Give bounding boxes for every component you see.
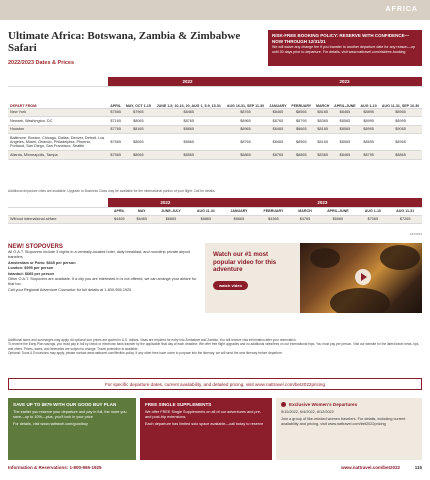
women-heading: Exclusive Women's Departures [289, 402, 358, 407]
column-header: AUG 1-10 [357, 207, 388, 215]
price-cell: $8065 [123, 117, 153, 126]
price-cell: $6865 [189, 215, 223, 223]
price-cell: $8665 [153, 125, 224, 134]
price-cell: $6865 [153, 215, 189, 223]
fine-print-paragraph: Optional: Tours & Excursions may apply, please contact www.nattravel.com/flexible-policy. If any other fees have come to purpose into the itinerary, we will send the new itinerary before departure. [8, 350, 283, 355]
column-header: AUG 16-31, SEP 11-30 [224, 86, 267, 108]
stopovers-intro: All O.A.T. Stopovers include 3 nights in a centrally-located hotel, daily breakfast, and roundtrip private airport transfers [8, 250, 190, 260]
year-spacer [8, 198, 108, 207]
price-cell: $8695 [358, 134, 379, 151]
page-title: Ultimate Africa: Botswana, Zambia & Zimbabwe Safari [8, 30, 241, 54]
price-cell: $8465 [332, 108, 359, 117]
price-cell: $4765 [292, 215, 319, 223]
price-cell: $8765 [224, 134, 267, 151]
column-header: JUNE 1-5, 10-16, 20, AUG 1, 5-9, 15-31 [153, 86, 224, 108]
price-cell: $8365 [314, 151, 332, 160]
city-cell: Baltimore, Boston, Chicago, Dallas, Denver, Detroit, Los Angeles, Miami, Orlando, Philadelphia, Phoenix, Portland, San Diego, San Francisco, Seattle [8, 134, 108, 151]
tree-silhouette [310, 248, 340, 268]
availability-bar[interactable]: For specific departure dates, current availability, and detailed pricing, visit www.nattravel.com/bet2022pricing [8, 378, 422, 390]
land-only-table [8, 198, 422, 224]
price-cell: $8795 [358, 151, 379, 160]
column-header: MARCH [314, 86, 332, 108]
column-header: AUG 11-31, SEP 10-30 [379, 86, 422, 108]
city-cell: Newark, Washington, DC [8, 117, 108, 126]
fine-print-paragraph: To receive the Early-Plan savings, you must pay in full by check or electronic bank transfer by the applicable final day of each deadline. We offer free flight upgrades and no additional rates/fees on our international trips. You must pay per person. Visit our website for the latest travel news, tips, and offers. Prices, dates, and itineraries are subject to change. Travel protection is available. [8, 342, 420, 351]
price-cell: $8965 [224, 125, 267, 134]
price-cell: $8565 [289, 108, 314, 117]
good-buy-details[interactable]: For details, visit www.nattravel.com/goodbuy [13, 422, 88, 426]
column-header: AUG 11-31 [189, 207, 223, 215]
depart-from-header: DEPART FROM: [8, 86, 108, 108]
city-cell: Atlanta, Minneapolis, Tampa [8, 151, 108, 160]
price-cell: $8565 [332, 134, 359, 151]
column-header: JUNE-JULY [153, 207, 189, 215]
price-cell: $8065 [123, 134, 153, 151]
year-header-2023: 2023 [267, 77, 422, 86]
video-textbox [205, 243, 300, 313]
year-spacer [8, 77, 108, 86]
column-header: MARCH [292, 207, 319, 215]
stopovers-heading: NEW! STOPOVERS [8, 244, 63, 250]
stopover-london: London: $995 per person [8, 266, 54, 271]
price-cell: $8565 [289, 134, 314, 151]
price-cell: $8165 [314, 125, 332, 134]
price-cell: $8465 [267, 134, 289, 151]
price-cell: $8765 [153, 117, 224, 126]
price-cell: $6465 [131, 215, 153, 223]
price-cell: $8165 [314, 108, 332, 117]
column-header: AUG 11-31 [388, 207, 422, 215]
price-cell: $7065 [357, 215, 388, 223]
price-cell: $8365 [314, 117, 332, 126]
price-cell: $8165 [314, 134, 332, 151]
price-cell: $8665 [289, 125, 314, 134]
city-cell: New York [8, 108, 108, 117]
price-cell: $8765 [267, 117, 289, 126]
single-note: Each departure has limited solo space available—call today to reserve [145, 422, 264, 426]
stopovers-other: Other O.A.T. Stopovers are available. If a city you are interested in is not offered, we can arrange your airfare for that too. [8, 277, 197, 287]
column-header: APRIL [108, 207, 131, 215]
price-cell: $8065 [123, 151, 153, 160]
fine-print-paragraph: Additional taxes and surcharges may apply. All optional tour prices are quoted in U.S. dollars. Visas are required for entry into Zimbabwe and Zambia. You will receive visa information after your reservation. [8, 338, 297, 342]
price-cell: $8765 [267, 151, 289, 160]
year-header-2023: 2023 [223, 198, 422, 207]
price-cell: $8465 [153, 108, 224, 117]
price-cell: $8565 [332, 117, 359, 126]
price-cell: $8465 [332, 151, 359, 160]
good-buy-box [8, 398, 136, 460]
price-cell: $7965 [123, 108, 153, 117]
ground-silhouette [330, 288, 390, 313]
promo-heading: RISK-FREE BOOKING POLICY: RESERVE WITH CONFIDENCE—NOW THROUGH 12/31/21 [272, 33, 410, 44]
price-table [8, 77, 422, 160]
column-header: AUG 1-10 [358, 86, 379, 108]
single-body: We offer FREE Single Supplements on all of our adventures and pre- and post-trip extensions. [145, 410, 262, 419]
price-cell: $8865 [289, 151, 314, 160]
stopover-istanbul: Istanbul: $685 per person [8, 271, 54, 276]
price-cell: $7565 [108, 151, 123, 160]
column-header: APRIL-JUNE [318, 207, 357, 215]
fine-print [8, 338, 422, 355]
womens-departures-box [276, 398, 422, 460]
price-cell: $4365 [255, 215, 291, 223]
price-cell: $6665 [223, 215, 256, 223]
price-cell: $7665 [108, 134, 123, 151]
footer [8, 465, 422, 470]
video-promo [205, 243, 422, 313]
price-cell: $8465 [267, 108, 289, 117]
price-cell: $8965 [379, 134, 422, 151]
footer-url[interactable]: www.nattravel.com/bet2022 [341, 465, 400, 470]
price-cell: $7565 [108, 108, 123, 117]
price-cell: $7165 [108, 117, 123, 126]
price-cell: $6665 [318, 215, 357, 223]
tree-silhouette [380, 245, 420, 270]
column-header: MAY, OCT 1-15 [123, 86, 153, 108]
column-header: JANUARY [267, 86, 289, 108]
price-cell: $8995 [358, 117, 379, 126]
risk-free-promo [268, 30, 422, 66]
price-cell: $8165 [123, 125, 153, 134]
top-banner [0, 0, 430, 20]
table-row [8, 215, 422, 223]
video-heading: Watch our #1 most popular video for this adventure [213, 251, 277, 273]
watch-video-button[interactable]: watch video [213, 281, 248, 290]
women-body[interactable]: Join a group of like-minded women travelers. For details, including current availability and pricing, visit www.nattravel.com/bet2022pricing [281, 417, 406, 426]
column-header: JANUARY [223, 207, 256, 215]
price-cell: $8765 [224, 108, 267, 117]
departure-note: Additional departure cities are available. Upgrade to Business Class may be available for the international portion of your flight. Call for details. [8, 189, 216, 193]
stopovers-call: Call your Regional Adventure Counselor for full details at 1-800-955-1925 [8, 287, 132, 292]
year-header-2022: 2022 [108, 198, 223, 207]
table-row [8, 134, 422, 151]
price-cell: $8965 [379, 108, 422, 117]
table-row [8, 151, 422, 160]
price-cell: $9065 [379, 125, 422, 134]
single-heading: FREE SINGLE SUPPLEMENTS [145, 402, 212, 407]
price-cell: $8895 [358, 108, 379, 117]
region-label: AFRICA [385, 6, 418, 13]
good-buy-heading: SAVE UP TO $879 WITH OUR GOOD BUY PLAN [13, 402, 117, 407]
row-label: Without international airfare [8, 215, 108, 223]
column-header: FEBRUARY [255, 207, 291, 215]
page-number: 115 [414, 465, 422, 470]
price-cell: $8865 [224, 151, 267, 160]
table-row [8, 117, 422, 126]
table-row [8, 125, 422, 134]
price-cell: $8665 [153, 134, 224, 151]
price-cell: $8995 [379, 117, 422, 126]
price-cell: $7765 [108, 125, 123, 134]
good-buy-body: The earlier you reserve your departure and pay in full, the more you save—up to 10%—plus, you'll lock in your price [13, 410, 127, 419]
dates-heading: 2022/2023 Dates & Prices [8, 60, 75, 66]
blank-header [8, 207, 108, 215]
column-header: MAY [131, 207, 153, 215]
play-icon[interactable] [355, 269, 371, 285]
price-cell: $8565 [332, 125, 359, 134]
column-header: APRIL-JUNE [332, 86, 359, 108]
footer-phone: Information & Reservations: 1-800-955-1925 [8, 465, 102, 470]
price-cell: $7265 [388, 215, 422, 223]
price-cell: $8795 [289, 117, 314, 126]
price-cell: $8865 [379, 151, 422, 160]
price-cell: $8995 [358, 125, 379, 134]
promo-body: We will waive any change fee if you transfer to another departure date for any reason—up until 30 days prior to departure. For details, visit www.nattravel.com/riskfree-booking [272, 45, 415, 54]
price-cell: $8965 [224, 117, 267, 126]
price-cell: $8465 [267, 125, 289, 134]
stopover-amsterdam: Amsterdam or Paris: $845 per person [8, 260, 76, 265]
single-supplement-box [140, 398, 272, 460]
column-header: FEBRUARY [289, 86, 314, 108]
stopovers-section [8, 244, 198, 293]
trip-code: AZT2023 [409, 232, 422, 236]
price-cell: $4465 [108, 215, 131, 223]
city-cell: Houston [8, 125, 108, 134]
women-dates: 5/10/2022, 6/4/2022, 8/12/2022 [281, 410, 334, 414]
year-header-2022: 2022 [108, 77, 267, 86]
price-cell: $8565 [153, 151, 224, 160]
table-row [8, 108, 422, 117]
women-icon [281, 402, 286, 407]
column-header: APRIL [108, 86, 123, 108]
